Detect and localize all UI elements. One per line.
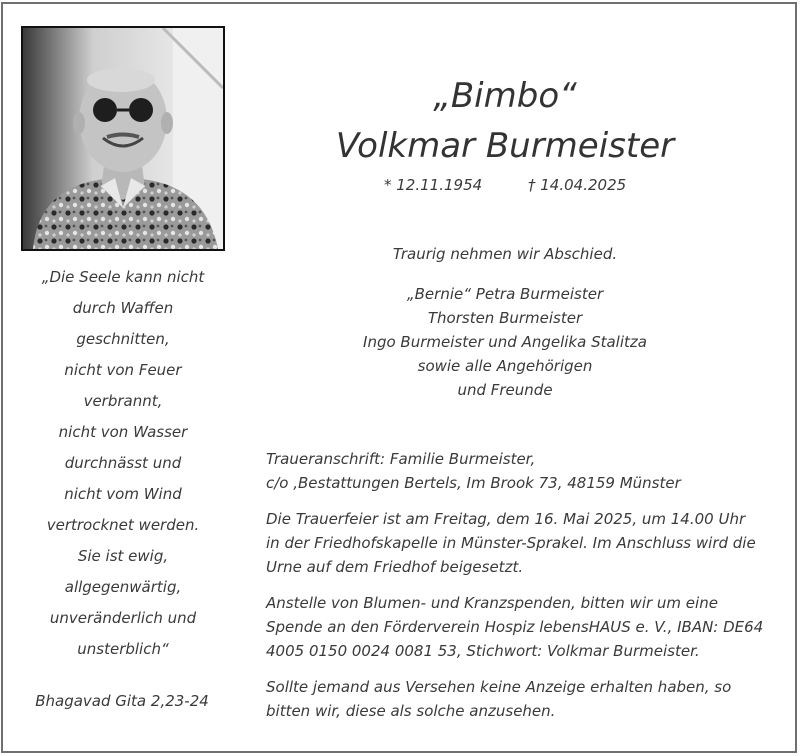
paragraph-line: Traueranschrift: Familie Burmeister,: [266, 450, 536, 468]
death-date: † 14.04.2025: [528, 176, 627, 194]
mourner: Ingo Burmeister und Angelika Stalitza: [363, 333, 647, 351]
quote-line: durchnässt und: [64, 454, 182, 472]
quote-line: nicht von Feuer: [64, 361, 182, 379]
quote-line: allgegenwärtig,: [64, 578, 182, 596]
mourners-list: [300, 282, 710, 402]
birth-date: * 12.11.1954: [384, 176, 483, 194]
mourner: Thorsten Burmeister: [427, 309, 583, 327]
paragraph-line: Die Trauerfeier ist am Freitag, dem 16. Mai 2025, um 14.00 Uhr: [266, 510, 746, 528]
quote-line: verbrannt,: [83, 392, 163, 410]
quote-line: geschnitten,: [76, 330, 170, 348]
paragraph-line: c/o ‚Bestattungen Bertels, Im Brook 73, 48159 Münster: [266, 474, 681, 492]
quote-line: durch Waffen: [72, 299, 174, 317]
deceased-nickname: „Bimbo“: [433, 76, 577, 116]
deceased-name: Volkmar Burmeister: [335, 126, 675, 166]
quote-line: nicht von Wasser: [58, 423, 188, 441]
portrait-photo: [21, 26, 225, 251]
donation-info: [266, 591, 786, 663]
paragraph-line: Sollte jemand aus Versehen keine Anzeige erhalten haben, so: [266, 678, 732, 696]
quote: [22, 262, 224, 665]
quote-line: Sie ist ewig,: [77, 547, 169, 565]
paragraph-line: Urne auf dem Friedhof beigesetzt.: [266, 558, 524, 576]
mourning-address: [266, 447, 786, 495]
paragraph-line: bitten wir, diese als solche anzusehen.: [266, 702, 556, 720]
mourner: sowie alle Angehörigen: [417, 357, 593, 375]
mourner: „Bernie“ Petra Burmeister: [406, 285, 604, 303]
quote-source: Bhagavad Gita 2,23-24: [35, 692, 209, 710]
quote-line: unveränderlich und: [49, 609, 197, 627]
farewell-line: Traurig nehmen wir Abschied.: [392, 245, 618, 263]
quote-line: nicht vom Wind: [64, 485, 182, 503]
paragraph-line: in der Friedhofskapelle in Münster-Sprakel. Im Anschluss wird die: [266, 534, 756, 552]
closing-note: [266, 675, 786, 723]
quote-line: „Die Seele kann nicht: [41, 268, 205, 286]
funeral-info: [266, 507, 786, 579]
quote-line: vertrocknet werden.: [46, 516, 200, 534]
paragraph-line: 4005 0150 0024 0081 53, Stichwort: Volkmar Burmeister.: [266, 642, 700, 660]
paragraph-line: Anstelle von Blumen- und Kranzspenden, bitten wir um eine: [266, 594, 718, 612]
quote-line: unsterblich“: [77, 640, 169, 658]
paragraph-line: Spende an den Förderverein Hospiz lebensHAUS e. V., IBAN: DE64: [266, 618, 764, 636]
mourner: und Freunde: [457, 381, 553, 399]
